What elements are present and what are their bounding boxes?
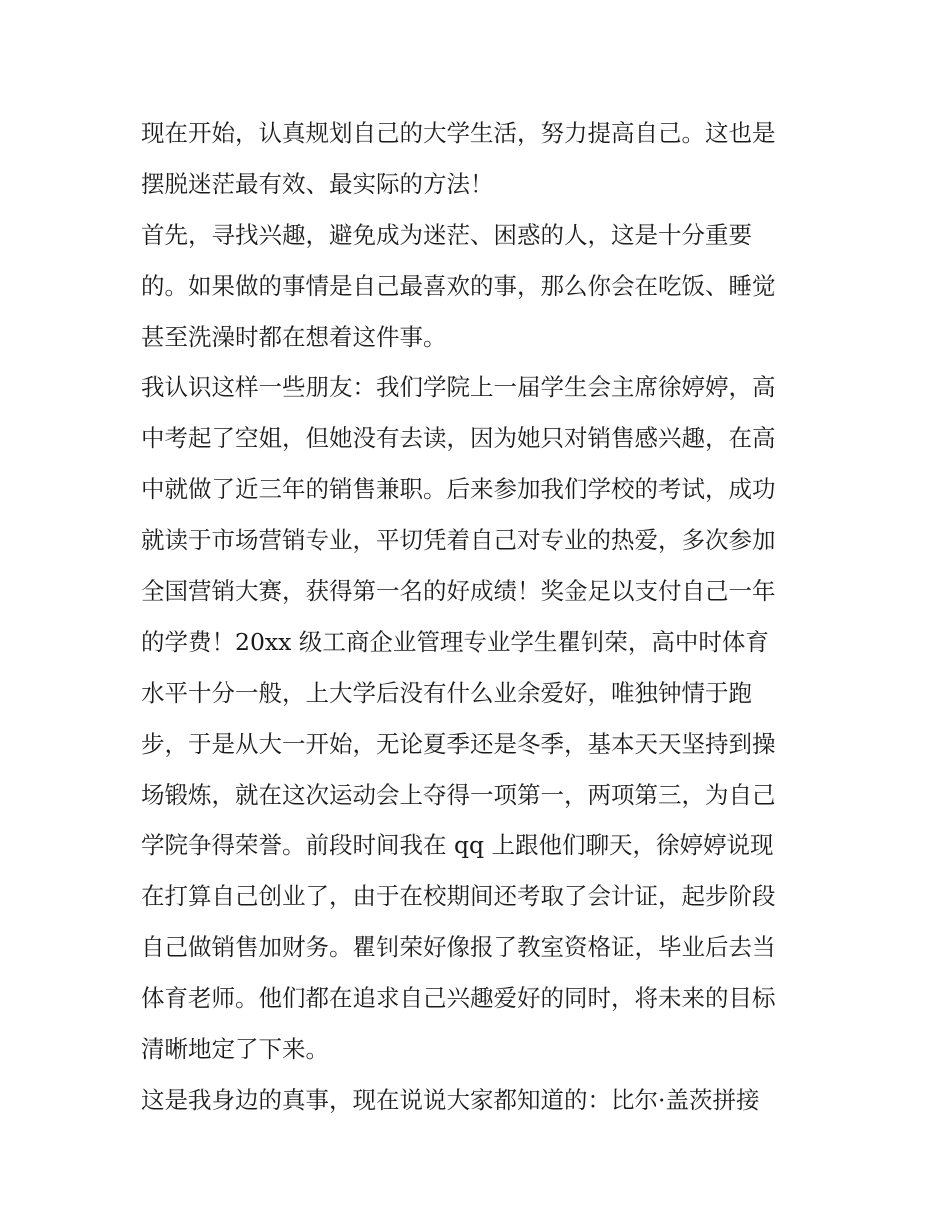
text-line: 我认识这样一些朋友：我们学院上一届学生会主席徐婷婷，高 <box>141 373 776 402</box>
text-line: 全国营销大赛，获得第一名的好成绩！奖金足以支付自己一年 <box>141 577 776 606</box>
text-line: 这是我身边的真事，现在说说大家都知道的：比尔·盖茨拼接 <box>141 1085 760 1114</box>
text-line: 中考起了空姐，但她没有去读，因为她只对销售感兴趣，在高 <box>141 424 776 453</box>
text-line: 场锻炼，就在这次运动会上夺得一项第一，两项第三，为自己 <box>141 780 776 809</box>
text-line: 首先，寻找兴趣，避免成为迷茫、困惑的人，这是十分重要 <box>141 220 752 249</box>
text-line: 水平十分一般，上大学后没有什么业余爱好，唯独钟情于跑 <box>141 678 752 707</box>
text-line: 的学费！20xx 级工商企业管理专业学生瞿钊荣，高中时体育 <box>141 627 769 656</box>
text-line: 甚至洗澡时都在想着这件事。 <box>141 322 447 351</box>
text-line: 在打算自己创业了，由于在校期间还考取了会计证，起步阶段 <box>141 882 776 911</box>
document-body <box>141 108 821 1126</box>
text-line: 现在开始，认真规划自己的大学生活，努力提高自己。这也是 <box>141 119 776 147</box>
text-line: 学院争得荣誉。前段时间我在 qq 上跟他们聊天，徐婷婷说现 <box>141 831 774 860</box>
text-line: 的。如果做的事情是自己最喜欢的事，那么你会在吃饭、睡觉 <box>141 271 776 300</box>
text-line: 体育老师。他们都在追求自己兴趣爱好的同时，将未来的目标 <box>141 984 776 1013</box>
text-line: 中就做了近三年的销售兼职。后来参加我们学校的考试，成功 <box>141 475 776 504</box>
text-line: 步，于是从大一开始，无论夏季还是冬季，基本天天坚持到操 <box>141 729 776 758</box>
text-line: 自己做销售加财务。瞿钊荣好像报了教室资格证，毕业后去当 <box>141 933 776 962</box>
text-line: 摆脱迷茫最有效、最实际的方法！ <box>141 169 494 198</box>
text-line: 清晰地定了下来。 <box>141 1035 329 1064</box>
text-line: 就读于市场营销专业，平切凭着自己对专业的热爱，多次参加 <box>141 526 776 555</box>
